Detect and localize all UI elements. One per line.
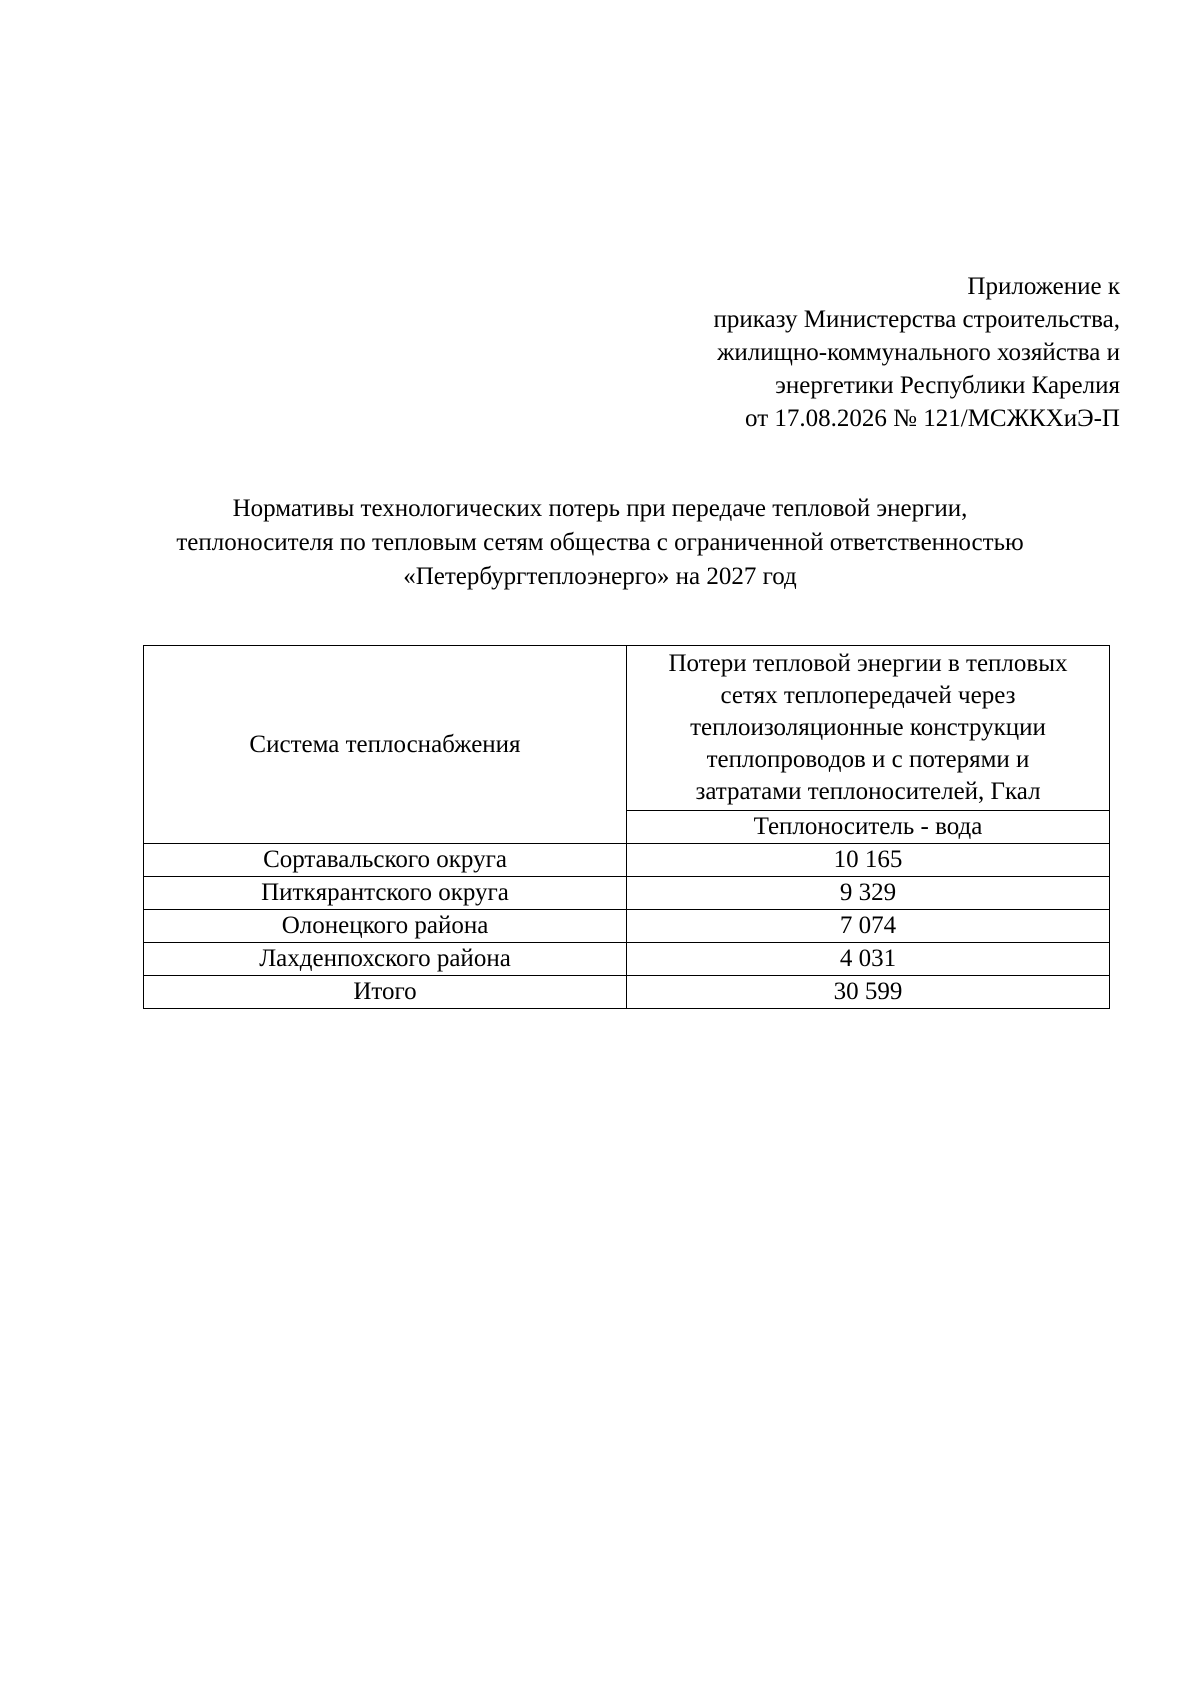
appendix-line: жилищно-коммунального хозяйства и: [717, 339, 1120, 366]
header-loss-line: теплопроводов и с потерями и: [706, 746, 1030, 773]
total-label-cell: Итого: [144, 976, 627, 1009]
system-cell: Олонецкого района: [144, 910, 627, 943]
header-loss-line: сетях теплопередачей через: [720, 682, 1016, 709]
table-row: [144, 844, 1110, 877]
header-medium-cell: Теплоноситель - вода: [627, 811, 1110, 844]
table-row: [144, 877, 1110, 910]
title-line: Нормативы технологических потерь при передаче тепловой энергии,: [232, 495, 968, 522]
value-cell: 10 165: [627, 844, 1110, 877]
header-loss-line: теплоизоляционные конструкции: [690, 714, 1046, 741]
header-loss-line: затратами теплоносителей, Гкал: [695, 778, 1041, 805]
table-row: [144, 943, 1110, 976]
value-cell: 9 329: [627, 877, 1110, 910]
system-cell: Питкярантского округа: [144, 877, 627, 910]
appendix-line: Приложение к: [967, 273, 1120, 300]
system-cell: Лахденпохского района: [144, 943, 627, 976]
appendix-reference: [560, 270, 1120, 435]
header-system-cell: Система теплоснабжения: [144, 646, 627, 844]
appendix-line: от 17.08.2026 № 121/МСЖКХиЭ-П: [745, 405, 1120, 432]
total-row: [144, 976, 1110, 1009]
appendix-line: энергетики Республики Карелия: [775, 372, 1120, 399]
document-title: [100, 492, 1100, 594]
total-value-cell: 30 599: [627, 976, 1110, 1009]
title-line: теплоносителя по тепловым сетям общества с ограниченной ответственностью: [176, 529, 1024, 556]
table-header-row: [144, 646, 1110, 811]
header-loss-cell: [627, 646, 1110, 811]
table-row: [144, 910, 1110, 943]
system-cell: Сортавальского округа: [144, 844, 627, 877]
value-cell: 7 074: [627, 910, 1110, 943]
value-cell: 4 031: [627, 943, 1110, 976]
appendix-line: приказу Министерства строительства,: [713, 306, 1120, 333]
title-line: «Петербургтеплоэнерго» на 2027 год: [403, 563, 797, 590]
heat-loss-norms-table: [143, 645, 1110, 1009]
header-loss-line: Потери тепловой энергии в тепловых: [668, 650, 1068, 677]
